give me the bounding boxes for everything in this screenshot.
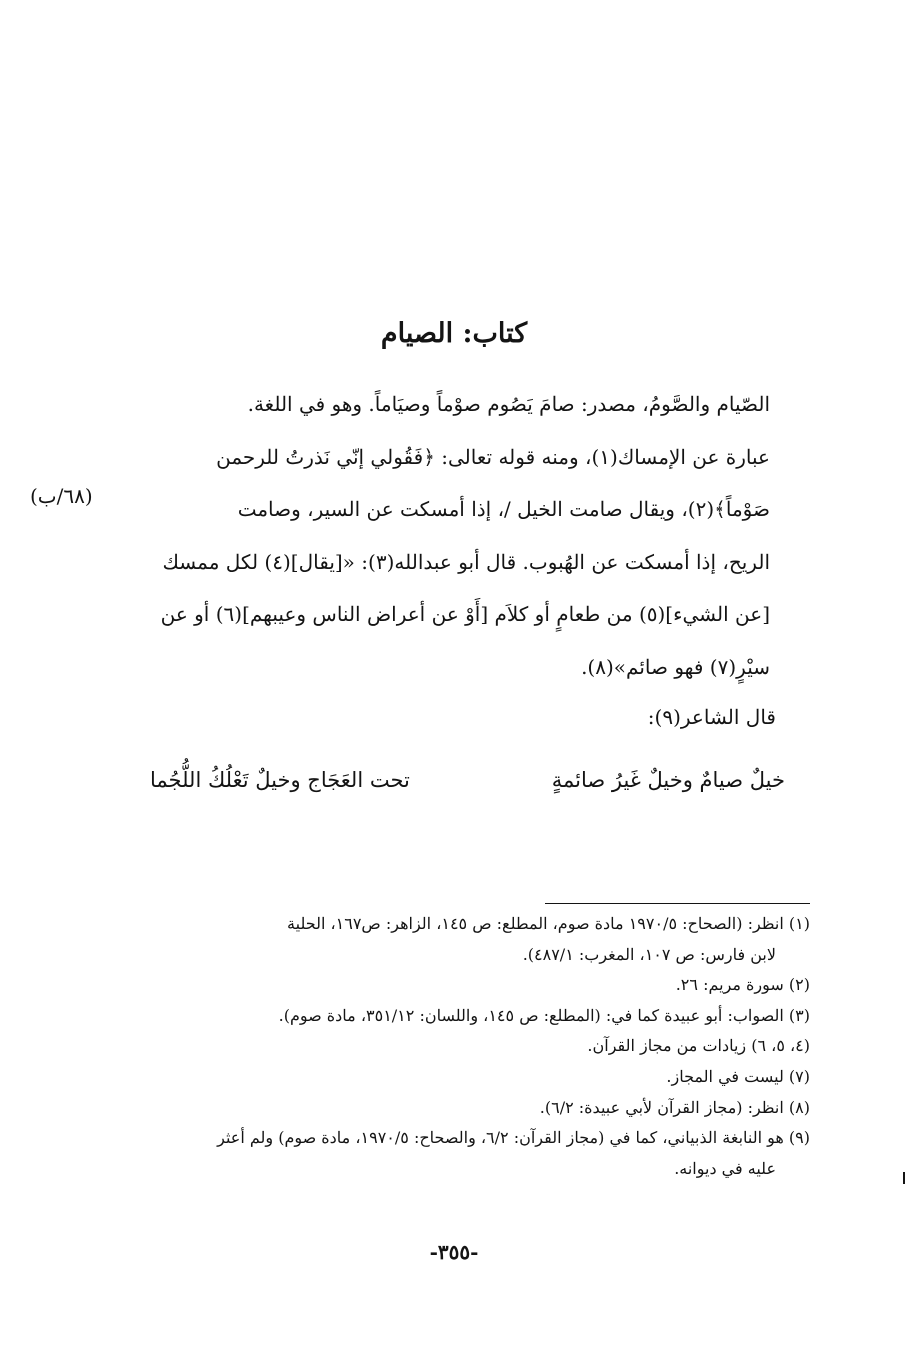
footnote: (٤، ٥، ٦) زيادات من مجاز القرآن. [587,1036,810,1056]
verse-second-hemistich: تحت العَجَاج وخيلٌ تَعْلُكُ اللُّجُما [150,768,410,792]
footnote-continuation: لابن فارس: ص ١٠٧، المغرب: ٤٨٧/١). [522,944,776,964]
page-number: -٣٥٥- [429,1240,479,1264]
body-line: صَوْماً﴾(٢)، ويقال صامت الخيل /، إذا أمسكت عن السير، وصامت [237,497,770,522]
scan-edge-mark [903,1172,905,1184]
footnote-continuation: عليه في ديوانه. [674,1158,776,1178]
poet-intro: قال الشاعر(٩): [647,705,776,729]
footnote: (٧) ليست في المجاز. [666,1066,810,1086]
footnote: (٨) انظر: (مجاز القرآن لأبي عبيدة: ٦/٢). [539,1097,810,1117]
footnote-divider [545,903,810,904]
manuscript-folio-note: (٦٨/ب) [30,484,93,508]
poetry-verse [150,760,785,800]
footnote: (٩) هو النابغة الذبياني، كما في (مجاز القرآن: ٦/٢، والصحاح: ١٩٧٠/٥، مادة صوم) ولم أعثر [217,1128,810,1148]
body-line: الريح، إذا أمسكت عن الهُبوب. قال أبو عبدالله(٣): «[يقال](٤) لكل ممسك [162,549,770,574]
chapter-title: كتاب: الصيام [380,318,528,349]
body-line: سيْرٍ(٧) فهو صائم»(٨). [581,654,770,679]
body-line: عبارة عن الإمساك(١)، ومنه قوله تعالى: ﴿فَقُولي إنّي نَذرتُ للرحمن [216,444,770,469]
footnote: (٢) سورة مريم: ٢٦. [675,975,810,995]
verse-first-hemistich: خيلٌ صيامٌ وخيلٌ غَيرُ صائمةٍ [551,768,785,792]
footnote: (١) انظر: (الصحاح: ١٩٧٠/٥ مادة صوم، المطلع: ص ١٤٥، الزاهر: ص١٦٧، الحلية [287,914,810,933]
footnote: (٣) الصواب: أبو عبيدة كما في: (المطلع: ص ١٤٥، واللسان: ٣٥١/١٢، مادة صوم). [278,1005,810,1025]
body-text [130,378,770,694]
body-line: [عن الشيء](٥) من طعامٍ أو كلاَم [أَوْ عن أعراض الناس وعيبهم](٦) أو عن [160,602,770,627]
body-line: الصّيام والصَّومُ، مصدر: صامَ يَصُوم صوْماً وصيَاماً. وهو في اللغة. [247,392,770,416]
footnotes [120,909,810,1184]
